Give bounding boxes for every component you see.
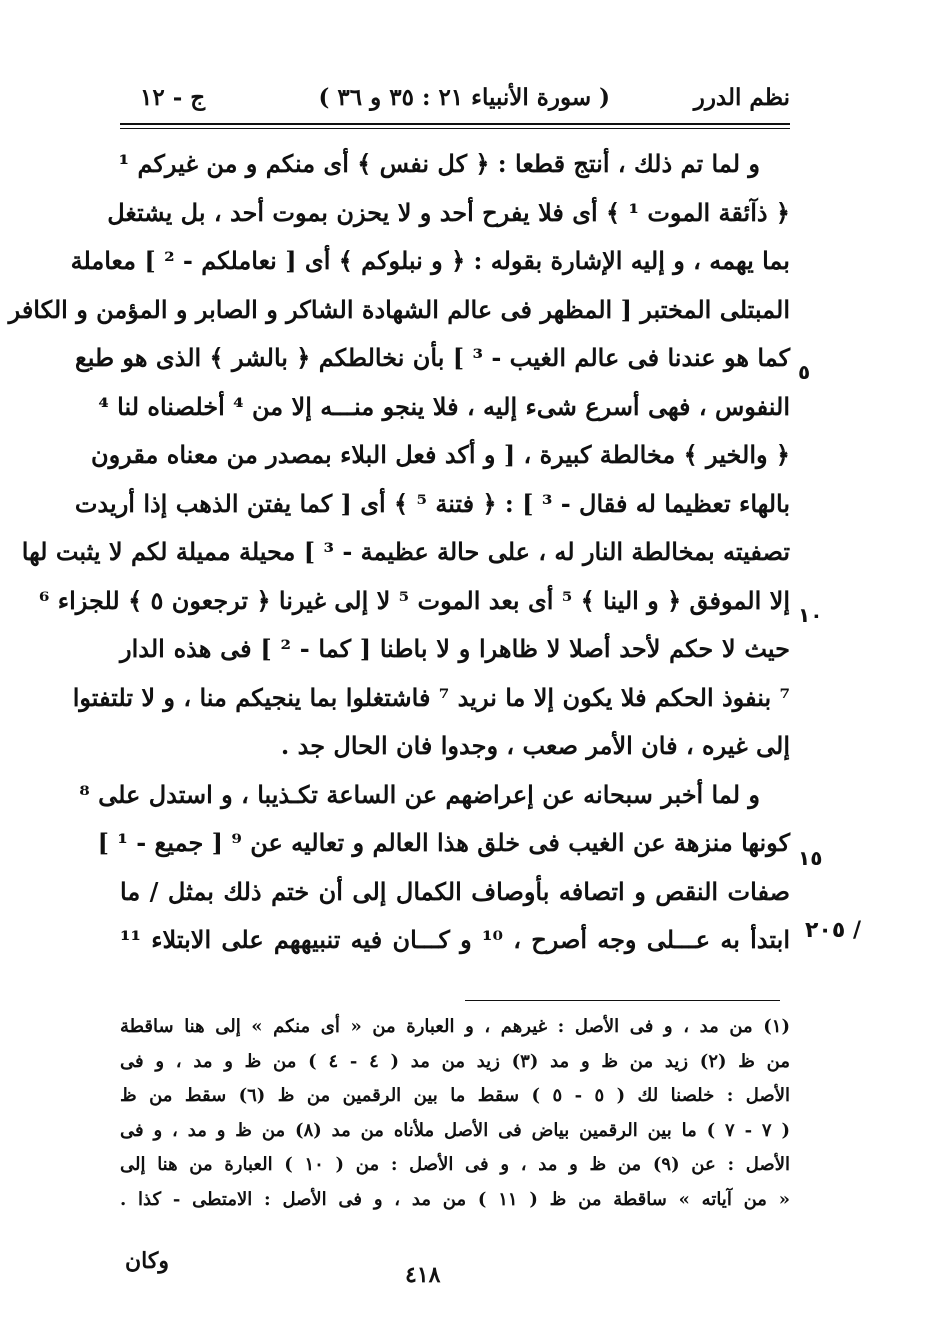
line-number: ١٠	[798, 603, 823, 627]
text-line: إلا الموفق ﴿ و الينا ﴾ ⁵ أى بعد الموت ⁵ لا إلى غيرنا ﴿ ترجعون ٥ ﴾ للجزاء ⁶	[38, 585, 790, 615]
footnote-line: « من آياته » ساقطة من ظ ( ١١ ) من مد ، و فى الأصل : الامتطى - كذا .	[120, 1188, 790, 1210]
text-line: إلى غيره ، فان الأمر صعب ، وجدوا فان الحال جد .	[280, 731, 790, 760]
catchword: وكان	[125, 1248, 169, 1274]
line-number: ١٥	[798, 846, 823, 870]
text-line: ابتدأ به عـــلى وجه أصرح ، ¹⁰ و كـــان فيه تنبيههم على الابتلاء ¹¹	[120, 925, 790, 954]
text-line: كونها منزهة عن الغيب فى خلق هذا العالم و تعاليه عن ⁹ [ جميع - ¹ ]	[97, 828, 790, 857]
header-rule-thin	[120, 128, 790, 129]
text-line: تصفيته بمخالطة النار له ، على حالة عظيمة - ³ ] محيلة مميلة لكم لا يثبت لها	[21, 537, 790, 566]
text-line: حيث لا حكم لأحد أصلا لا ظاهرا و لا باطنا [ كما - ² ] فى هذه الدار	[120, 634, 791, 663]
footnote-rule	[465, 1000, 780, 1001]
running-header	[120, 80, 790, 120]
margin-reference: / ٢٠٥	[805, 918, 861, 943]
footnotes	[120, 1010, 790, 1217]
book-title: نظم الدرر	[693, 84, 790, 111]
text-line: ﴿ ذآئقة الموت ¹ ﴾ أى فلا يفرح أحد و لا يحزن بموت أحد ، بل يشتغل	[107, 197, 790, 227]
text-line: صفات النقص و اتصافه بأوصاف الكمال إلى أن ختم ذلك بمثل / ما	[120, 876, 790, 906]
footnote-line: الأصل : خلصنا لك ( ٥ - ٥ ) سقط ما بين الرقمين من ظ (٦) سقط من ظ	[120, 1085, 790, 1106]
text-line: ⁷ بنفوذ الحكم فلا يكون إلا ما نريد ⁷ فاشتغلوا بما ينجيكم منا ، و لا تلتفتوا	[72, 682, 790, 712]
text-line: ﴿ والخير ﴾ مخالطة كبيرة ، [ و أكد فعل البلاء بمصدر من معناه مقرون	[90, 440, 790, 469]
text-line: النفوس ، فهى أسرع شىء إليه ، فلا ينجو منـــه إلا من ⁴ أخلصناه لنا ⁴	[98, 391, 790, 421]
text-line: كما هو عندنا فى عالم الغيب - ³ ] بأن نخالطكم ﴿ بالشر ﴾ الذى هو طبع	[74, 343, 790, 372]
text-line: و لما تم ذلك ، أنتج قطعا : ﴿ كل نفس ﴾ أى منكم و من غيركم ¹	[118, 149, 760, 178]
surah-reference: ( سورة الأنبياء ٢١ : ٣٥ و ٣٦ )	[318, 84, 610, 111]
line-number: ٥	[798, 360, 811, 384]
text-line: المبتلى المختبر [ المظهر فى عالم الشهادة الشاكر و الصابر و المؤمن و الكافر	[8, 294, 790, 324]
text-line: بالهاء تعظيما له فقال - ³ ] : ﴿ فتنة ⁵ ﴾ أى [ كما يفتن الذهب إذا أريدت	[74, 488, 790, 518]
main-text	[8, 140, 791, 965]
volume-number: ج - ١٢	[140, 84, 206, 111]
footnote-line: الأصل : عن (٩) من ظ و مد ، و فى الأصل : من ( ١٠ ) العبارة من هنا إلى	[120, 1154, 790, 1175]
footnote-line: (١) من مد ، و فى الأصل : غيرهم ، و العبارة من « أى منكم » إلى هنا ساقطة	[120, 1016, 790, 1037]
footnote-line: من ظ (٢) زيد من ظ و مد (٣) زيد من مد ( ٤ - ٤ ) من ظ و مد ، و فى	[120, 1050, 790, 1072]
header-rule	[120, 123, 790, 125]
text-line: و لما أخبر سبحانه عن إعراضهم عن الساعة تكـذيبا ، و استدل على ⁸	[79, 779, 760, 809]
text-line: بما يهمه ، و إليه الإشارة بقوله : ﴿ و نبلوكم ﴾ أى [ نعاملكم - ² ] معاملة	[70, 246, 790, 275]
footnote-line: ( ٧ - ٧ ) ما بين الرقمين بياض فى الأصل ملأناه من مد (٨) من ظ و مد ، و فى	[120, 1119, 790, 1141]
page-number: ٤١٨	[405, 1262, 441, 1288]
